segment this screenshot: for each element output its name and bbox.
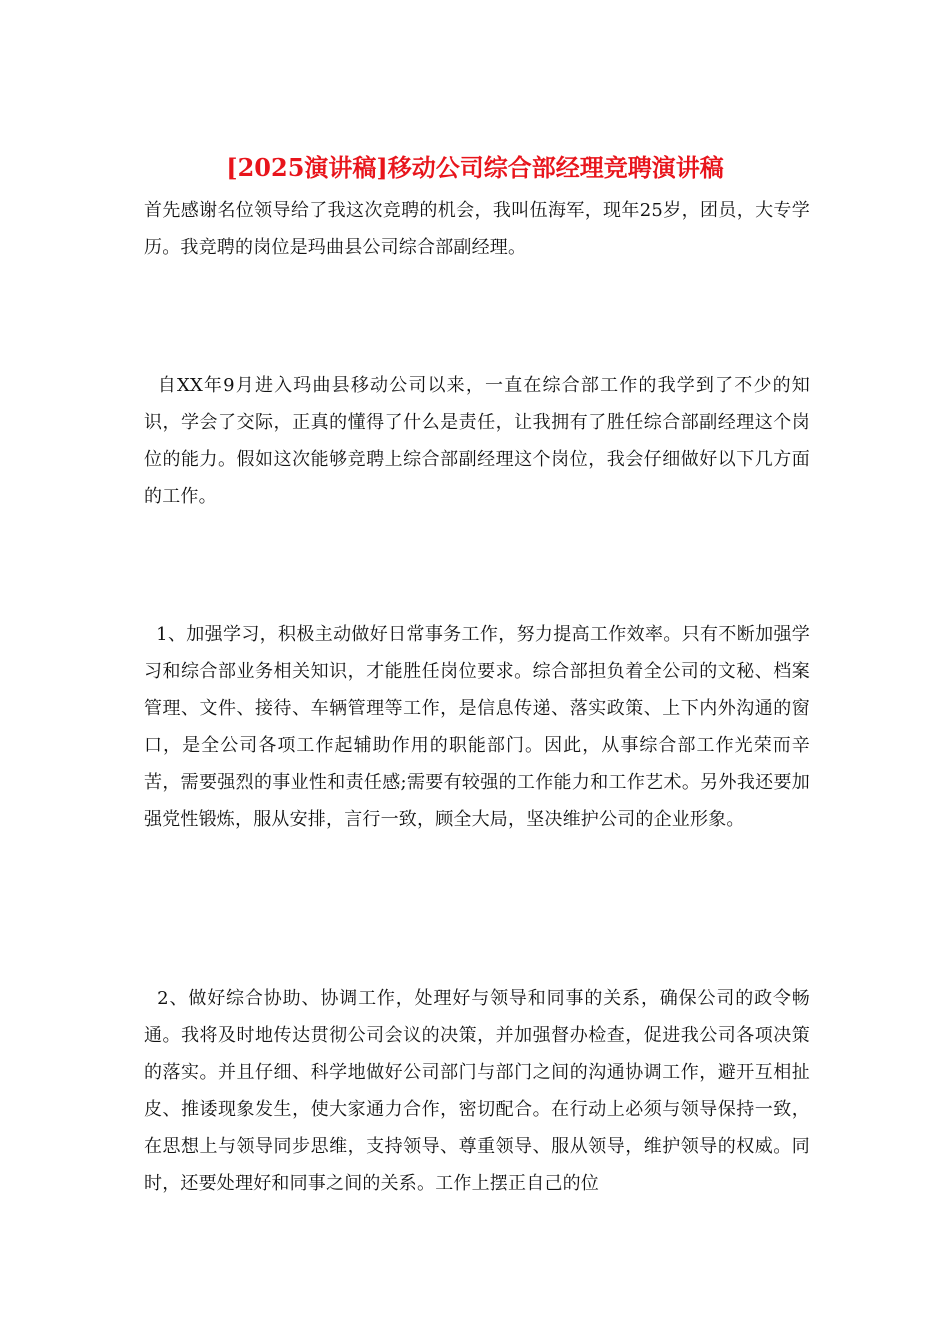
paragraph-point-1: 1、加强学习，积极主动做好日常事务工作，努力提高工作效率。只有不断加强学习和综合部业务相关知识，才能胜任岗位要求。综合部担负着全公司的文秘、档案管理、文件、接待、车辆管理等工作，是信息传递、落实政策、上下内外沟通的窗口，是全公司各项工作起辅助作用的职能部门。因此，从事综合部工作光荣而辛苦，需要强烈的事业性和责任感;需要有较强的工作能力和工作艺术。另外我还要加强党性锻炼，服从安排，言行一致，顾全大局，坚决维护公司的企业形象。: [144, 624, 810, 830]
paragraph-intro: 首先感谢名位领导给了我这次竞聘的机会，我叫伍海军，现年25岁，团员，大专学历。我竞聘的岗位是玛曲县公司综合部副经理。: [144, 200, 810, 258]
paragraph-point-2: 2、做好综合协助、协调工作，处理好与领导和同事的关系，确保公司的政令畅通。我将及时地传达贯彻公司会议的决策，并加强督办检查，促进我公司各项决策的落实。并且仔细、科学地做好公司部门与部门之间的沟通协调工作，避开互相扯皮、推诿现象发生，使大家通力合作，密切配合。在行动上必须与领导保持一致，在思想上与领导同步思维，支持领导、尊重领导、服从领导，维护领导的权威。同时，还要处理好和同事之间的关系。工作上摆正自己的位: [144, 988, 811, 1194]
paragraph-experience: 自XX年9月进入玛曲县移动公司以来，一直在综合部工作的我学到了不少的知识，学会了交际，正真的懂得了什么是责任，让我拥有了胜任综合部副经理这个岗位的能力。假如这次能够竞聘上综合部副经理这个岗位，我会仔细做好以下几方面的工作。: [144, 375, 811, 507]
document-title: [2025演讲稿]移动公司综合部经理竞聘演讲稿: [226, 153, 724, 182]
